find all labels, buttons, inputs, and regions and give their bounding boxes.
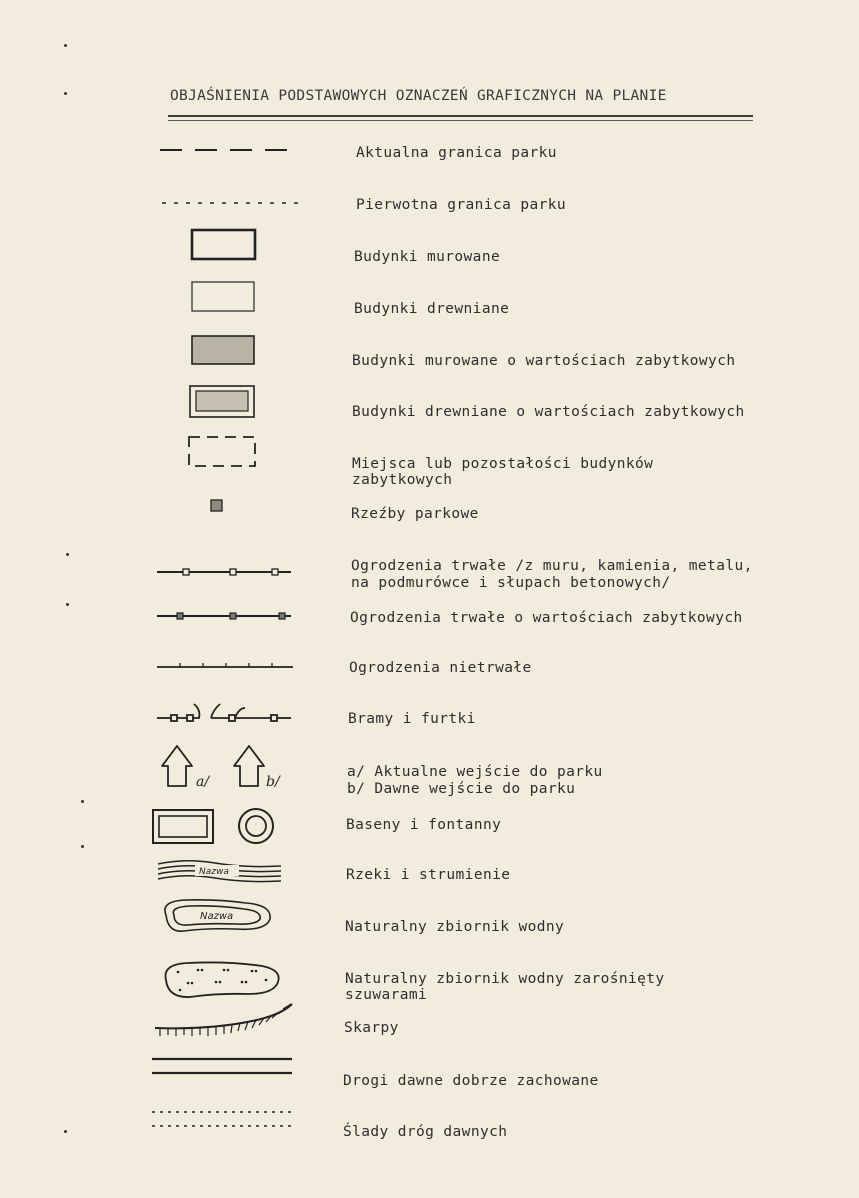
- double-line-icon: [150, 1054, 295, 1078]
- dashed-line-icon: [158, 144, 302, 156]
- fence-ticks-icon: [155, 660, 295, 672]
- margin-speck: [64, 92, 67, 95]
- legend-label-continued: zabytkowych: [352, 472, 453, 488]
- legend-label: Miejsca lub pozostałości budynków: [352, 456, 654, 472]
- legend-label: Budynki murowane: [354, 249, 501, 265]
- slope-icon: [152, 1000, 297, 1040]
- double-dotted-line-icon: [150, 1106, 295, 1132]
- legend-label: Budynki drewniane: [354, 301, 510, 317]
- thick-rectangle-icon: [190, 228, 258, 262]
- margin-speck: [64, 1130, 67, 1133]
- legend-label: a/ Aktualne wejście do parku: [347, 764, 603, 780]
- legend-label: Naturalny zbiornik wodny zarośnięty: [345, 971, 665, 987]
- entrance-a-label: a/: [196, 774, 210, 790]
- shaded-rectangle-icon: [190, 334, 258, 368]
- double-rectangle-icon: [188, 384, 258, 420]
- legend-label: Naturalny zbiornik wodny: [345, 919, 565, 935]
- legend-label: Pierwotna granica parku: [356, 197, 566, 213]
- margin-speck: [81, 845, 84, 848]
- entrance-b-label: b/: [266, 774, 280, 790]
- page-title: OBJAŚNIENIA PODSTAWOWYCH OZNACZEŃ GRAFICZNYCH NA PLANIE: [170, 88, 667, 104]
- legend-label-continued: b/ Dawne wejście do parku: [347, 781, 576, 797]
- dotted-line-icon: [160, 198, 304, 208]
- thin-rectangle-icon: [190, 280, 258, 314]
- pond-icon: [156, 895, 276, 937]
- legend-label: Drogi dawne dobrze zachowane: [343, 1073, 599, 1089]
- legend-label: Ogrodzenia trwałe /z muru, kamienia, metalu,: [351, 558, 753, 574]
- margin-speck: [66, 603, 69, 606]
- small-square-icon: [209, 498, 225, 514]
- gate-icon: [155, 700, 295, 728]
- legend-label: Rzeźby parkowe: [351, 506, 479, 522]
- dashed-rectangle-icon: [186, 434, 258, 470]
- legend-label: Budynki murowane o wartościach zabytkowych: [352, 353, 736, 369]
- river-name-sample: Nazwa: [199, 867, 229, 877]
- legend-label: Rzeki i strumienie: [346, 867, 511, 883]
- pool-fountain-icon: [148, 805, 298, 847]
- legend-label: Budynki drewniane o wartościach zabytkowych: [352, 404, 745, 420]
- fence-open-posts-icon: [155, 564, 293, 580]
- legend-label: Bramy i furtki: [348, 711, 476, 727]
- title-underline-thin: [168, 120, 753, 121]
- entrance-arrows-icon: [160, 740, 292, 792]
- legend-label: Skarpy: [344, 1020, 399, 1036]
- fence-filled-posts-icon: [155, 608, 293, 624]
- legend-label: Baseny i fontanny: [346, 817, 502, 833]
- legend-label: Ślady dróg dawnych: [343, 1124, 508, 1140]
- margin-speck: [81, 800, 84, 803]
- legend-label-continued: na podmurówce i słupach betonowych/: [351, 575, 671, 591]
- reed-pond-icon: [158, 958, 286, 1002]
- title-underline: [168, 115, 753, 117]
- legend-label: Ogrodzenia trwałe o wartościach zabytkowych: [350, 610, 743, 626]
- legend-label: Aktualna granica parku: [356, 145, 557, 161]
- margin-speck: [64, 44, 67, 47]
- legend-label-continued: szuwarami: [345, 987, 428, 1003]
- river-icon: [155, 856, 285, 886]
- legend-label: Ogrodzenia nietrwałe: [349, 660, 532, 676]
- pond-name-sample: Nazwa: [200, 911, 234, 922]
- margin-speck: [66, 553, 69, 556]
